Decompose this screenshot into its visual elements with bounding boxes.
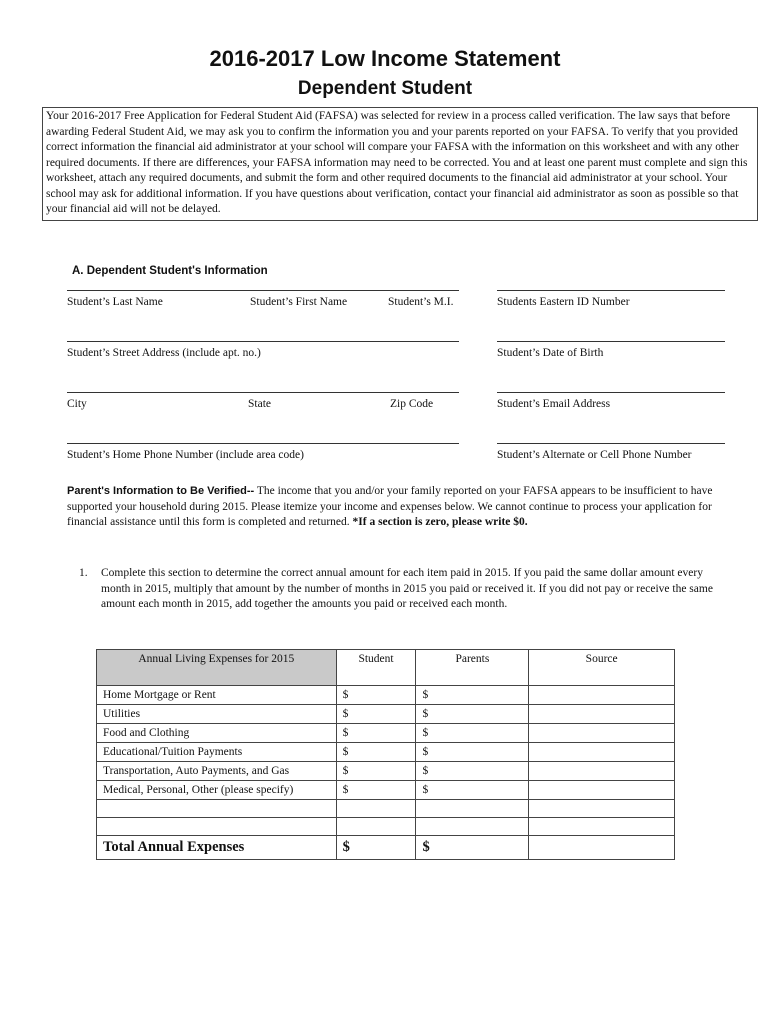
expense-label: Medical, Personal, Other (please specify) xyxy=(97,781,337,800)
blank-cell[interactable] xyxy=(97,800,337,818)
parent-info-text: The income that you and/or your family reported on your FAFSA appears to be insufficient to have supported your household during 2015. Please itemize your income and expenses below. We cannot continue to process your application for financial assistance until this form is completed and returned. xyxy=(67,485,713,528)
expense-label: Transportation, Auto Payments, and Gas xyxy=(97,762,337,781)
column-header-parents: Parents xyxy=(416,650,529,686)
source-cell[interactable] xyxy=(529,762,675,781)
last-name-label: Student’s Last Name xyxy=(67,296,163,308)
source-total-cell[interactable] xyxy=(529,836,675,860)
parents-amount-cell[interactable]: $ xyxy=(416,724,529,743)
blank-cell[interactable] xyxy=(416,800,529,818)
student-amount-cell[interactable]: $ xyxy=(336,781,416,800)
page-title: 2016-2017 Low Income Statement xyxy=(209,46,561,71)
student-amount-cell[interactable]: $ xyxy=(336,762,416,781)
email-line[interactable] xyxy=(497,392,725,393)
parents-amount-cell[interactable]: $ xyxy=(416,781,529,800)
source-cell[interactable] xyxy=(529,686,675,705)
expense-label: Home Mortgage or Rent xyxy=(97,686,337,705)
column-header-student: Student xyxy=(336,650,416,686)
blank-cell[interactable] xyxy=(416,818,529,836)
parent-info-heading: Parent's Information to Be Verified-- xyxy=(67,485,255,497)
page-subtitle: Dependent Student xyxy=(297,78,473,99)
cell-phone-line[interactable] xyxy=(497,443,725,444)
column-header-expenses: Annual Living Expenses for 2015 xyxy=(97,650,337,686)
source-cell[interactable] xyxy=(529,743,675,762)
table-row xyxy=(97,724,675,743)
table-row xyxy=(97,686,675,705)
student-total-cell[interactable]: $ xyxy=(336,836,416,860)
cell-phone-label: Student’s Alternate or Cell Phone Number xyxy=(497,449,692,461)
expense-label: Educational/Tuition Payments xyxy=(97,743,337,762)
blank-cell[interactable] xyxy=(529,800,675,818)
total-label: Total Annual Expenses xyxy=(97,836,337,860)
expense-label: Utilities xyxy=(97,705,337,724)
instruction-text: Complete this section to determine the correct annual amount for each item paid in 2015. If you paid the same dollar amount every month in 2015, multiply that amount by the number of months in 2015 you paid or received it. If you did not pay or receive the same amount each month in 2015, add together the amounts you paid or received each month. xyxy=(101,567,713,610)
student-amount-cell[interactable]: $ xyxy=(336,724,416,743)
source-cell[interactable] xyxy=(529,724,675,743)
expenses-table xyxy=(96,649,675,860)
state-label: State xyxy=(248,398,271,410)
parents-amount-cell[interactable]: $ xyxy=(416,743,529,762)
blank-cell[interactable] xyxy=(336,818,416,836)
home-phone-line[interactable] xyxy=(67,443,459,444)
column-header-source: Source xyxy=(529,650,675,686)
expense-label: Food and Clothing xyxy=(97,724,337,743)
eastern-id-label: Students Eastern ID Number xyxy=(497,296,630,308)
eastern-id-line[interactable] xyxy=(497,290,725,291)
section-a-heading: A. Dependent Student's Information xyxy=(72,265,268,277)
instruction-number: 1. xyxy=(79,567,88,579)
name-line[interactable] xyxy=(67,290,459,291)
parents-amount-cell[interactable]: $ xyxy=(416,705,529,724)
source-cell[interactable] xyxy=(529,781,675,800)
street-line[interactable] xyxy=(67,341,459,342)
table-row xyxy=(97,781,675,800)
source-cell[interactable] xyxy=(529,705,675,724)
student-amount-cell[interactable]: $ xyxy=(336,686,416,705)
parents-amount-cell[interactable]: $ xyxy=(416,762,529,781)
table-row xyxy=(97,762,675,781)
blank-cell[interactable] xyxy=(529,818,675,836)
street-label: Student’s Street Address (include apt. no.) xyxy=(67,347,261,359)
student-amount-cell[interactable]: $ xyxy=(336,743,416,762)
student-amount-cell[interactable]: $ xyxy=(336,705,416,724)
dob-label: Student’s Date of Birth xyxy=(497,347,604,359)
table-header-row xyxy=(97,650,675,686)
parents-amount-cell[interactable]: $ xyxy=(416,686,529,705)
dob-line[interactable] xyxy=(497,341,725,342)
blank-row xyxy=(97,818,675,836)
parents-total-cell[interactable]: $ xyxy=(416,836,529,860)
blank-cell[interactable] xyxy=(97,818,337,836)
first-name-label: Student’s First Name xyxy=(250,296,348,308)
total-row xyxy=(97,836,675,860)
zip-label: Zip Code xyxy=(390,398,434,410)
parent-info-paragraph xyxy=(67,484,727,531)
email-label: Student’s Email Address xyxy=(497,398,611,410)
blank-row xyxy=(97,800,675,818)
table-row xyxy=(97,743,675,762)
city-label: City xyxy=(67,398,87,410)
parent-info-emphasis: *If a section is zero, please write $0. xyxy=(352,516,528,528)
table-row xyxy=(97,705,675,724)
home-phone-label: Student’s Home Phone Number (include area code) xyxy=(67,449,304,461)
blank-cell[interactable] xyxy=(336,800,416,818)
intro-box: Your 2016-2017 Free Application for Federal Student Aid (FAFSA) was selected for review in a process called verification. The law says that before awarding Federal Student Aid, we may ask you to confirm the information you and your parents reported on your FAFSA. To verify that you provided correct information the financial aid administrator at your school will compare your FAFSA with the information on this worksheet and with any other required documents. If there are differences, your FAFSA information may need to be corrected. You and at least one parent must complete and sign this worksheet, attach any required documents, and submit the form and other required documents to the financial aid administrator at your school. Your school may ask for additional information. If you have questions about verification, contact your financial aid administrator as soon as possible so that your financial aid will not be delayed. xyxy=(42,107,758,221)
city-state-zip-line[interactable] xyxy=(67,392,459,393)
mi-label: Student’s M.I. xyxy=(388,296,454,308)
instruction-item xyxy=(79,566,729,613)
